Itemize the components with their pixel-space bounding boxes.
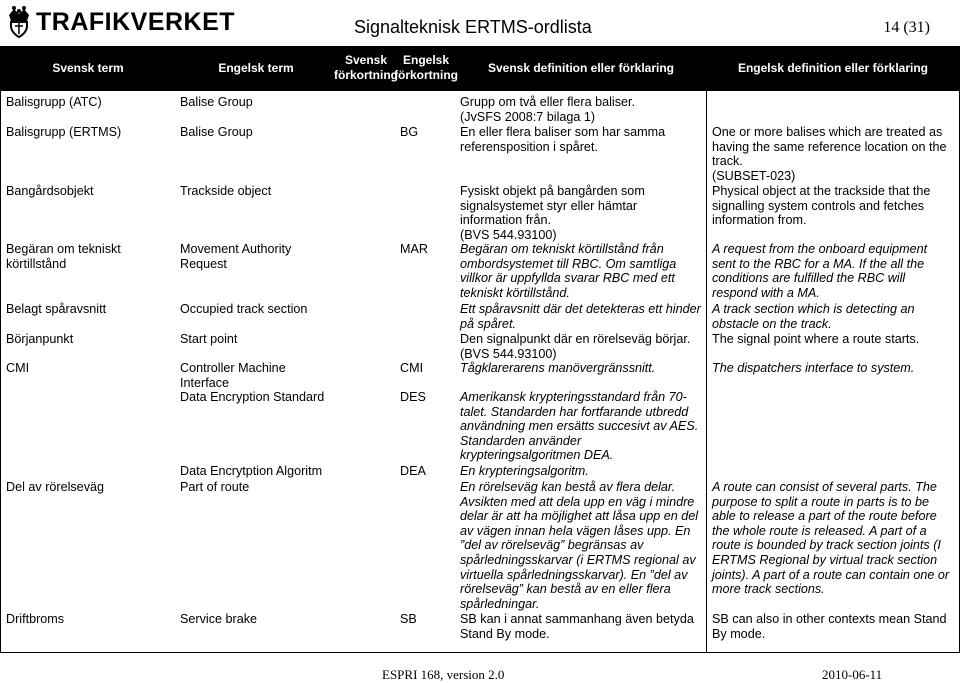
cell-en-term: Controller Machine Interface [180,361,286,390]
cell-en-abbr: DEA [400,464,426,478]
cell-en-term: Part of route [180,480,250,494]
cell-en-def: One or more balises which are treated as having the same reference location on the track. (SUBSET-023) [712,125,947,183]
cell-en-def: A track section which is detecting an obstacle on the track. [712,302,915,331]
cell-sv-def: En rörelseväg kan bestå av flera delar. Avsikten med att dela upp en väg i mindre delar är att ha möjlighet att låsa upp en del av vägen innan hela vägen låses upp. En ”del av rörelseväg” begränsas av spårledningsskarvar (i ERTMS regional av virtuella spårledningsskarvar). En ”del av rörelseväg” kan bestå av en eller flera spårledningar. [460,480,699,611]
cell-sv-def: Begäran om tekniskt körtillstånd från ombordsystemet till RBC. Om samtliga villkor är uppfyllda svarar RBC med ett tekniskt körtillstånd. [460,242,677,300]
cell-en-def: The dispatchers interface to system. [712,361,915,375]
cell-sv-term: CMI [6,361,30,375]
cell-en-def: A route can consist of several parts. The purpose to split a route in parts is to be able to release a part of the route before the whole route is released. A part of a route is bounded by track section joints (I ERTMS Regional by virtual track section joints). A part of a route can contain one or more track sections. [712,480,950,597]
cell-en-term: Movement Authority Request [180,242,292,271]
cell-sv-term: Begäran om tekniskt körtillstånd [6,242,121,271]
column-header-en-def: Engelsk definition eller förklaring [737,60,929,75]
cell-en-term: Data Encryption Standard [180,390,325,404]
page-number: 14 (31) [883,19,930,36]
cell-en-term: Start point [180,332,238,346]
cell-sv-term: Belagt spåravsnitt [6,302,107,316]
cell-en-term: Service brake [180,612,257,626]
cell-sv-abbr: BG [400,125,419,139]
column-header-sv-abbr: Svensk förkortning [334,53,398,82]
cell-en-abbr: DES [400,390,426,404]
cell-en-term: Data Encrytption Algoritm [180,464,323,478]
table-header [0,46,960,90]
footer-doc-ref: ESPRI 168, version 2.0 [382,667,505,682]
cell-en-term: Occupied track section [180,302,308,316]
trafikverket-logo [6,2,235,42]
cell-en-term: Balise Group [180,125,253,139]
column-header-en-term: Engelsk term [218,60,294,75]
cell-sv-def: Ett spåravsnitt där det detekteras ett hinder på spåret. [460,302,701,331]
footer-date: 2010-06-11 [822,667,883,682]
column-header-sv-def: Svensk definition eller förklaring [487,60,675,75]
cell-en-abbr: CMI [400,361,424,375]
column-header-en-abbr: Engelsk förkortning [394,53,458,82]
cell-sv-def: Amerikansk krypteringsstandard från 70- talet. Standarden har fortfarande utbredd användning men ersätts succesivt av AES. Standarden använder krypteringsalgoritmen DEA. [460,390,699,463]
logo-text: TRAFIKVERKET [36,7,236,36]
crown-icon [6,5,32,39]
cell-sv-def: Den signalpunkt där en rörelseväg börjar. (BVS 544.93100) [460,332,691,361]
cell-sv-term: Bangårdsobjekt [6,184,94,198]
cell-en-def: The signal point where a route starts. [712,332,920,346]
cell-sv-abbr: MAR [400,242,428,256]
cell-sv-term: Driftbroms [6,612,65,626]
cell-en-term: Balise Group [180,95,253,109]
cell-en-def: Physical object at the trackside that the signalling system controls and fetches information from. [712,184,931,228]
cell-sv-def: Fysiskt objekt på bangården som signalsystemet styr eller hämtar information från. (BVS 544.93100) [460,184,645,242]
document-title: Signalteknisk ERTMS-ordlista [354,17,592,37]
column-divider [706,90,707,653]
cell-en-def: A request from the onboard equipment sent to the RBC for a MA. If the all the conditions are fulfilled the RBC will respond with a MA. [712,242,928,300]
cell-en-term: Trackside object [180,184,272,198]
cell-sv-def: Tågklarerarens manövergränssnitt. [460,361,656,375]
cell-sv-def: En eller flera baliser som har samma referensposition i spåret. [460,125,666,154]
cell-sv-term: Del av rörelseväg [6,480,104,494]
cell-en-abbr: SB [400,612,417,626]
cell-sv-term: Balisgrupp (ERTMS) [6,125,122,139]
cell-en-def: SB can also in other contexts mean Stand By mode. [712,612,947,641]
cell-sv-term: Balisgrupp (ATC) [6,95,102,109]
cell-sv-term: Börjanpunkt [6,332,74,346]
column-header-sv-term: Svensk term [52,60,124,75]
cell-sv-def: En krypteringsalgoritm. [460,464,589,478]
cell-sv-def: SB kan i annat sammanhang även betyda Stand By mode. [460,612,694,641]
cell-sv-def: Grupp om två eller flera baliser. (JvSFS 2008:7 bilaga 1) [460,95,635,124]
